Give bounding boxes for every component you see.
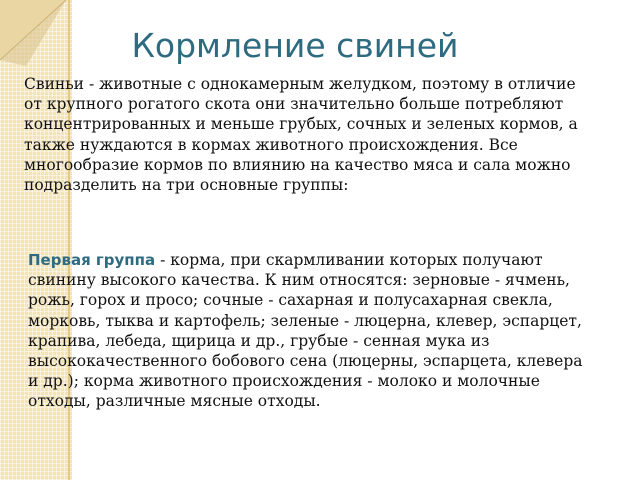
slide-title: Кормление свиней <box>131 26 459 65</box>
intro-paragraph: Свиньи - животные с однокамерным желудком, поэтому в отличие от крупного рогатого скота они значительно больше потребляют концентрированных и меньше грубых, сочных и зеленых кормов, а также нуждаются в кормах животного происхождения. Все многообразие кормов по влиянию на качество мяса и сала можно подразделить на три основные группы: <box>24 75 578 195</box>
group1-label: Первая группа <box>28 251 156 269</box>
group1-paragraph <box>28 250 588 412</box>
group1-text: - корма, при скармливании которых получают свинину высокого качества. К ним относятся: зерновые - ячмень, рожь, горох и просо; сочные - сахарная и полусахарная свекла, морковь, тыква и картофель; зеленые - люцерна, клевер, эспарцет, крапива, лебеда, щирица и др., грубые - сенная мука из высококачественного бобового сена (люцерны, эспарцета, клевера и др.); корма животного происхождения - молоко и молочные отходы, различные мясные отходы. <box>28 251 583 411</box>
